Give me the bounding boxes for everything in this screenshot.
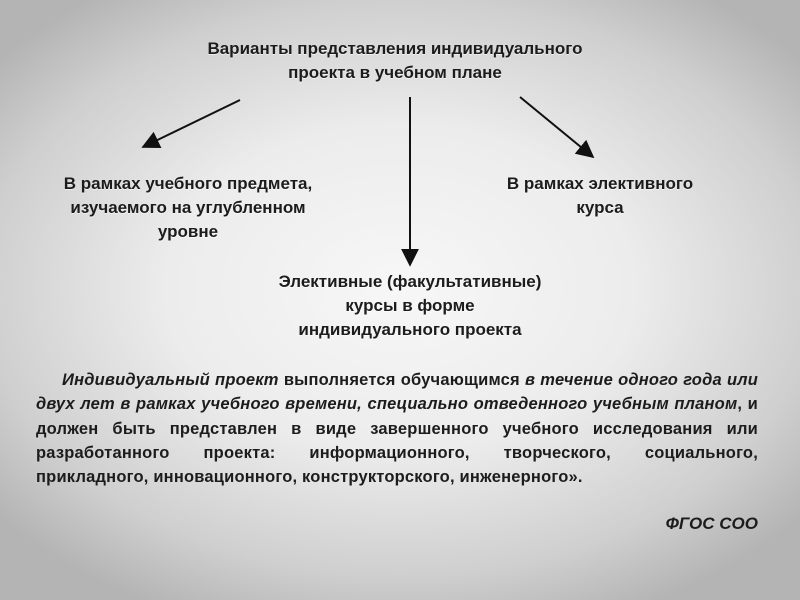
option-subject-line-2: изучаемого на углубленном (70, 198, 306, 217)
quote-segment-4: , и должен быть представлен в виде завершенного учебного исследования или разработанного проекта: информационного, творческого, социального, прикладного, инновационного, конструкторского, инженерного». (36, 395, 758, 487)
option-subject-line-3: уровне (157, 222, 219, 241)
option-subject-box (28, 172, 348, 244)
option-elective-box (470, 172, 730, 220)
option-elective-line-2: курса (576, 198, 624, 217)
standard-quote (36, 368, 758, 489)
quote-segment-3: в течение одного года или двух лет в рамках учебного времени, специально отведенного учебным планом (36, 371, 758, 414)
quote-segment-1: Индивидуальный проект (62, 371, 279, 389)
option-optional-line-1: Элективные (факультативные) (278, 272, 542, 291)
arrow-left (143, 100, 240, 147)
arrow-right (520, 97, 593, 157)
quote-segment-2: выполняется обучающимся (283, 371, 520, 389)
option-optional-line-3: индивидуального проекта (298, 320, 522, 339)
diagram-title (150, 37, 640, 85)
title-line-2: проекта в учебном плане (288, 63, 502, 82)
quote-source: ФГОС СОО (665, 514, 758, 533)
title-line-1: Варианты представления индивидуального (207, 39, 583, 58)
option-optional-line-2: курсы в форме (345, 296, 475, 315)
option-optional-courses-box (240, 270, 580, 342)
option-subject-line-1: В рамках учебного предмета, (63, 174, 313, 193)
option-elective-line-1: В рамках элективного (506, 174, 694, 193)
